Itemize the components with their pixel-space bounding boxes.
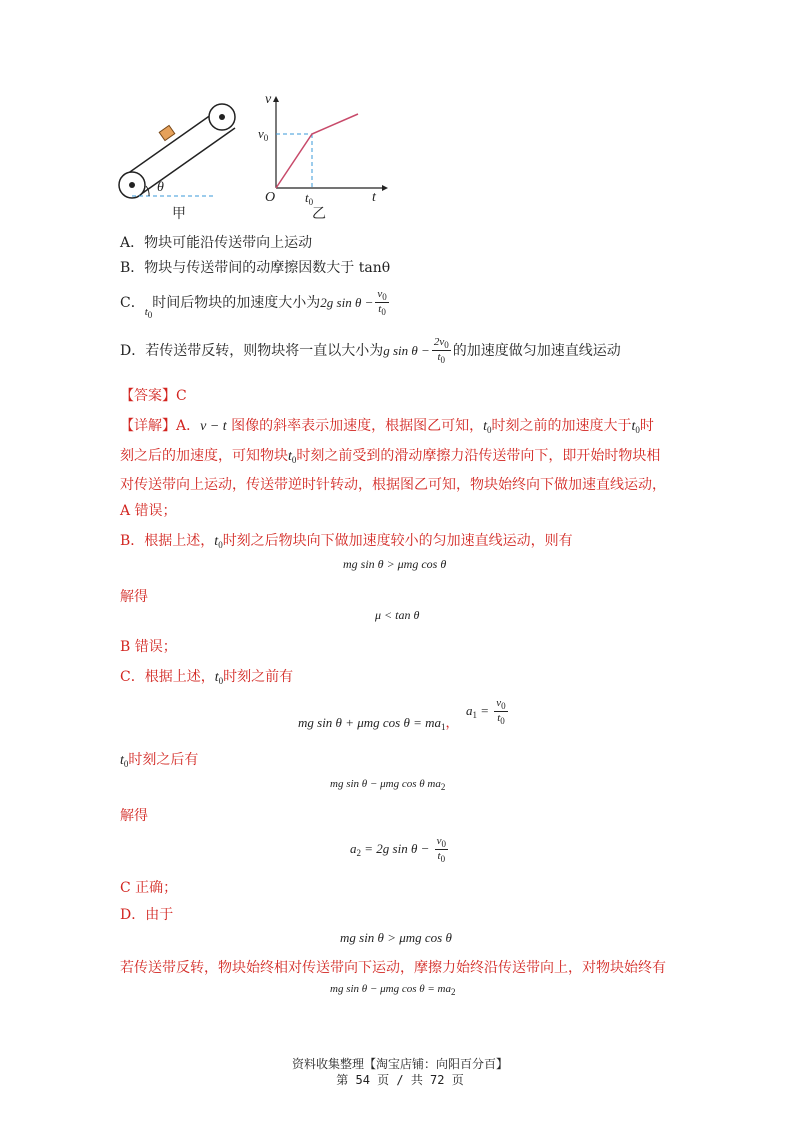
option-b: B．物块与传送带间的动摩擦因数大于 tanθ <box>120 260 391 276</box>
d-line-2: 若传送带反转，物块始终相对传送带向下运动，摩擦力始终沿传送带向上，对物块始终有 <box>120 960 666 976</box>
c-after-line: $t_0$时刻之后有 <box>120 752 199 769</box>
c-equation-1: mg sin θ + μmg $\cos \theta = ma_1$， <box>298 715 459 732</box>
option-c: C．$_{t_0}$时间后物块的加速度大小为2g sin θ − $\frac{v_0}{t_0}$ <box>120 288 387 320</box>
figure-label-yi: 乙 <box>312 206 326 222</box>
option-a: A．物块可能沿传送带向上运动 <box>120 235 313 251</box>
solve-label-2: 解得 <box>120 808 148 824</box>
option-d: D．若传送带反转，则物块将一直以大小为g sin θ − $\frac{2v_0}{t_0}$ 的加速度做匀加速直线运动 <box>120 336 621 366</box>
b-line: B．根据上述，$t_0$时刻之后物块向下做加速度较小的匀加速直线运动，则有 <box>120 533 573 550</box>
d-equation-2: mg sin θ − μmg $\cos \theta = ma_2$ <box>330 983 456 997</box>
theta-label: θ <box>157 180 164 195</box>
v0-label: $v_0$ <box>258 126 269 143</box>
vt-graph <box>262 92 392 204</box>
d-line: D．由于 <box>120 907 174 923</box>
t0-label: $t_0$ <box>305 190 314 207</box>
footer-source: 资料收集整理【淘宝店铺：向阳百分百】 <box>291 1057 508 1071</box>
figure-label-jia: 甲 <box>172 206 186 222</box>
d-equation-1: mg sin θ > μmg cos θ <box>340 930 452 945</box>
c-line: C．根据上述，$t_0$时刻之前有 <box>120 669 294 686</box>
explanation-line-1: 【详解】A．v − t 图像的斜率表示加速度，根据图乙可知，$t_0$时刻之前的加速度大于$t_0$时 <box>120 418 654 435</box>
b-equation-1: mg sin θ > μmg cos θ <box>343 557 447 571</box>
b-wrong: B 错误； <box>120 639 177 655</box>
axis-t-label: t <box>372 190 376 205</box>
b-equation-2: μ < tan θ <box>375 608 420 622</box>
origin-label: O <box>265 190 276 205</box>
c-equation-3: $a_2 = 2g$ sin θ − $\frac{v_0}{t_0}$ <box>350 835 446 865</box>
c-equation-2: mg sin θ − μmg cos θ $ma_2$ <box>330 778 446 792</box>
answer-label: 【答案】C <box>120 388 187 404</box>
explanation-line-4: A 错误； <box>120 503 177 519</box>
page-number: 第 54 页 / 共 72 页 <box>336 1073 464 1087</box>
explanation-line-2: 刻之后的加速度，可知物块$t_0$时刻之前受到的滑动摩擦力沿传送带向下，即开始时物块相 <box>120 448 661 465</box>
c-equation-a1: $a_1$ = $\frac{v_0}{t_0}$ <box>466 697 506 727</box>
solve-label-1: 解得 <box>120 589 148 605</box>
axis-v-label: v <box>265 92 272 107</box>
explanation-line-3: 对传送带向上运动，传送带逆时针转动，根据图乙可知，物块始终向下做加速直线运动， <box>120 477 666 493</box>
c-right: C 正确； <box>120 880 178 896</box>
